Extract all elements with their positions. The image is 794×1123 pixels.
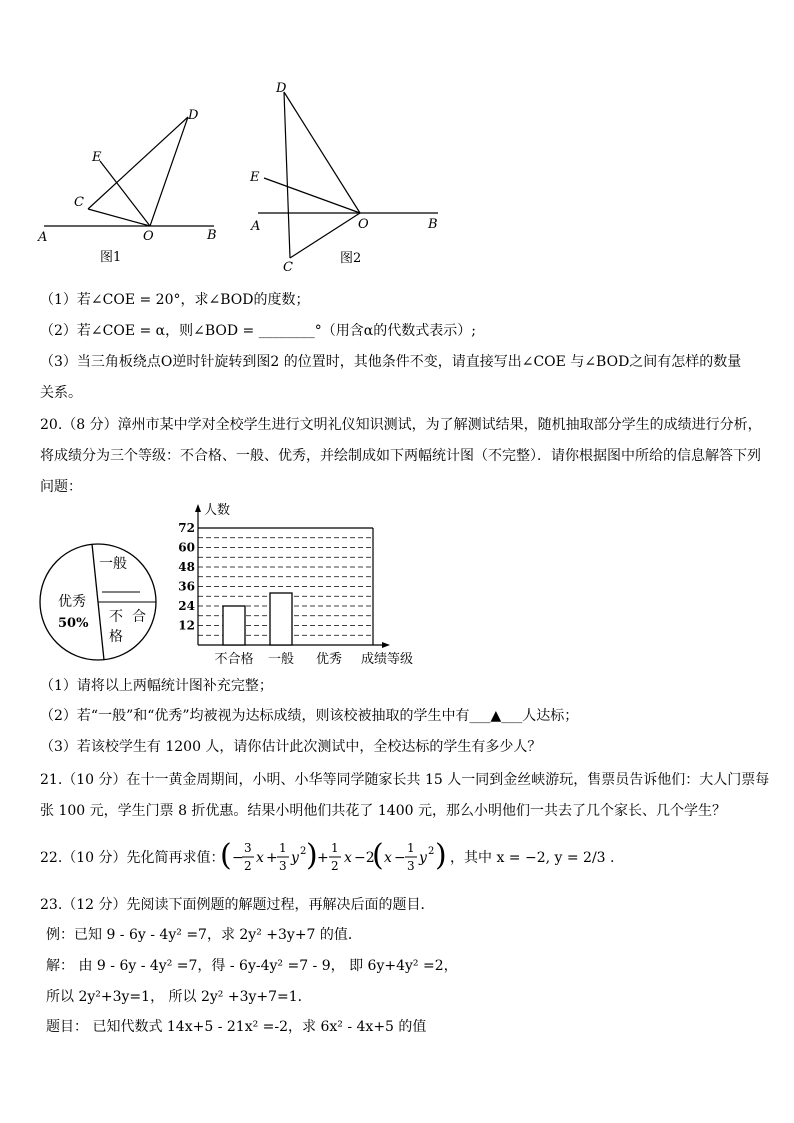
fig2-caption: 图2 — [340, 251, 362, 266]
svg-text:2: 2 — [428, 846, 435, 857]
svg-text:y: y — [419, 850, 427, 866]
svg-text:−2: −2 — [354, 850, 375, 866]
q22-expression — [218, 832, 448, 882]
q19-part3-line2: 关系。 — [40, 385, 82, 401]
svg-text:2: 2 — [300, 846, 307, 857]
fig2-label-d: D — [276, 81, 287, 96]
svg-text:2: 2 — [331, 859, 339, 873]
y-tick-label: 24 — [178, 599, 195, 613]
fig2-label-a: A — [251, 219, 261, 234]
q20-line2: 将成绩分为三个等级：不合格、一般、优秀，并绘制成如下两幅统计图（不完整）．请你根据图中所给的信息解答下列 — [40, 448, 761, 464]
q19-part1: （1）若∠COE = 20°，求∠BOD的度数； — [40, 292, 310, 308]
q22-suffix: ，其中 x = −2, y = 2/3 . — [450, 850, 615, 866]
svg-text:3: 3 — [244, 841, 252, 855]
svg-text:(: ( — [220, 838, 232, 873]
x-tick-label: 优秀 — [315, 652, 343, 667]
q23-line5: 题目： 已知代数式 14x+5 - 21x² =-2，求 6x² - 4x+5 的值 — [46, 1019, 427, 1035]
fig1-label-b: B — [207, 228, 217, 243]
svg-text:−: − — [232, 850, 244, 866]
fig1-label-a: A — [38, 230, 48, 245]
y-axis-arrow — [195, 504, 201, 512]
pie-label-fail-3: 格 — [109, 629, 123, 645]
svg-text:x: x — [256, 850, 264, 866]
fig1-label-c: C — [74, 195, 84, 210]
fig1-label-d: D — [188, 108, 199, 123]
fig2-label-o: O — [358, 217, 369, 232]
q19-part2: （2）若∠COE = α，则∠BOD = ________°（用含α的代数式表示）; — [40, 323, 476, 339]
svg-text:x: x — [384, 850, 392, 866]
bar-1 — [270, 593, 292, 645]
svg-text:1: 1 — [407, 841, 415, 855]
svg-text:−: − — [394, 850, 406, 866]
pie-label-excellent: 优秀 — [58, 594, 86, 610]
svg-text:3: 3 — [279, 859, 287, 873]
fig1-label-e: E — [92, 150, 102, 165]
svg-text:3: 3 — [407, 859, 415, 873]
pie-label-fail-1: 不 — [109, 609, 123, 625]
y-axis-label: 人数 — [204, 503, 231, 518]
q23-line2: 例：已知 9 - 6y - 4y² =7，求 2y² +3y+7 的值． — [46, 927, 362, 943]
q20-part3: （3）若该校学生有 1200 人，请你估计此次测试中，全校达标的学生有多少人？ — [40, 739, 542, 755]
fig2-label-b: B — [428, 217, 438, 232]
svg-text:+: + — [266, 850, 278, 866]
figure-1 — [30, 100, 230, 260]
x-tick-label: 不合格 — [214, 652, 254, 667]
svg-text:1: 1 — [279, 841, 287, 855]
svg-text:): ) — [435, 838, 447, 873]
x-axis-label: 成绩等级 — [361, 652, 414, 667]
y-tick-label: 48 — [178, 560, 195, 574]
fig1-label-o: O — [143, 229, 154, 244]
q20-part1: （1）请将以上两幅统计图补充完整； — [40, 678, 273, 694]
bar-chart — [168, 500, 428, 670]
x-tick-label: 一般 — [267, 652, 295, 667]
bar-0 — [223, 606, 245, 645]
fig1-caption: 图1 — [100, 250, 122, 265]
svg-text:y: y — [291, 850, 299, 866]
y-tick-label: 36 — [178, 579, 195, 594]
svg-text:x: x — [344, 850, 352, 866]
pie-label-excellent-pct: 50% — [58, 616, 89, 631]
svg-text:1: 1 — [331, 841, 339, 855]
q22-prefix: 22.（10 分）先化简再求值： — [40, 850, 225, 866]
svg-text:+: + — [317, 850, 329, 866]
fig2-label-c: C — [283, 260, 293, 275]
q21-line2: 张 100 元，学生门票 8 折优惠。结果小明他们共花了 1400 元，那么小明他们一共去了几个家长、几个学生？ — [40, 803, 726, 819]
q20-line3: 问题： — [40, 479, 82, 495]
svg-text:): ) — [306, 838, 318, 873]
q20-part2: （2）若“一般”和“优秀”均被视为达标成绩，则该校被抽取的学生中有___▲___人达标； — [40, 708, 579, 724]
y-tick-label: 12 — [178, 618, 195, 633]
q23-line1: 23.（12 分）先阅读下面例题的解题过程，再解决后面的题目． — [40, 897, 435, 913]
pie-label-general: 一般 — [99, 556, 127, 572]
x-axis-arrow — [382, 642, 390, 648]
q19-part3-line1: （3）当三角板绕点O逆时针旋转到图2 的位置时，其他条件不变，请直接写出∠COE 与∠BOD之间有怎样的数量 — [40, 354, 742, 370]
q23-line3: 解： 由 9 - 6y - 4y² =7，得 - 6y-4y² =7 - 9， 即 6y+4y² =2， — [46, 958, 458, 974]
q20-line1: 20.（8 分）漳州市某中学对全校学生进行文明礼仪知识测试，为了解测试结果，随机抽取部分学生的成绩进行分析， — [40, 417, 762, 433]
y-tick-label: 60 — [178, 540, 195, 555]
svg-text:(: ( — [372, 838, 384, 873]
q23-line4: 所以 2y²+3y=1， 所以 2y² +3y+7=1． — [46, 989, 312, 1005]
y-tick-label: 72 — [178, 521, 195, 535]
svg-text:2: 2 — [244, 859, 252, 873]
pie-label-fail-2: 合 — [132, 609, 146, 625]
fig2-label-e: E — [250, 170, 260, 185]
q21-line1: 21.（10 分）在十一黄金周期间，小明、小华等同学随家长共 15 人一同到金丝峡游玩，售票员告诉他们：大人门票每 — [40, 772, 770, 788]
